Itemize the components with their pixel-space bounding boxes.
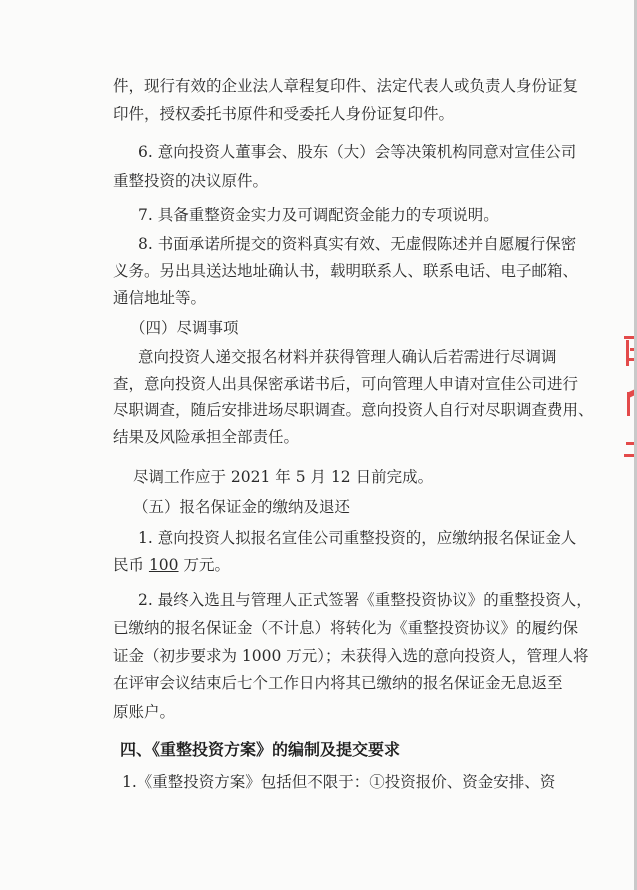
text-line: 结果及风险承担全部责任。 bbox=[113, 428, 300, 446]
text-line: 在评审会议结束后七个工作日内将其已缴纳的报名保证金无息返至 bbox=[113, 674, 563, 692]
section-heading: （四）尽调事项 bbox=[130, 319, 239, 337]
text-line: 已缴纳的报名保证金（不计息）将转化为《重整投资协议》的履约保 bbox=[113, 619, 579, 637]
text-line: 证金（初步要求为 1000 万元）；未获得入选的意向投资人，管理人将 bbox=[113, 647, 589, 665]
text-line: 1. 意向投资人拟报名宣佳公司重整投资的，应缴纳报名保证金人 bbox=[138, 529, 577, 547]
text-line: 意向投资人递交报名材料并获得管理人确认后若需进行尽调调 bbox=[138, 348, 557, 366]
text-line: 件，现行有效的企业法人章程复印件、法定代表人或负责人身份证复 bbox=[113, 77, 579, 95]
underlined-amount: 100 bbox=[148, 556, 179, 574]
text-fragment: 民币 bbox=[113, 556, 149, 574]
text-line: 尽职调查，随后安排进场尽职调查。意向投资人自行对尽职调查费用、 bbox=[113, 401, 594, 419]
text-line: 通信地址等。 bbox=[113, 289, 207, 307]
section-heading: （五）报名保证金的缴纳及退还 bbox=[133, 498, 351, 516]
text-line: 8. 书面承诺所提交的资料真实有效、无虚假陈述并自愿履行保密 bbox=[138, 235, 577, 253]
text-line: 查，意向投资人出具保密承诺书后，可向管理人申请对宣佳公司进行 bbox=[113, 375, 579, 393]
text-line: 1.《重整投资方案》包括但不限于：①投资报价、资金安排、资 bbox=[122, 773, 556, 791]
text-line bbox=[113, 555, 545, 575]
text-line: 2. 最终入选且与管理人正式签署《重整投资协议》的重整投资人， bbox=[138, 591, 592, 609]
text-line: 7. 具备重整资金实力及可调配资金能力的专项说明。 bbox=[138, 206, 499, 224]
text-line: 原账户。 bbox=[113, 703, 176, 721]
text-line: 印件，授权委托书原件和受委托人身份证复印件。 bbox=[113, 105, 455, 123]
chapter-heading: 四、《重整投资方案》的编制及提交要求 bbox=[120, 740, 401, 759]
text-line: 尽调工作应于 2021 年 5 月 12 日前完成。 bbox=[133, 468, 434, 486]
text-line: 重整投资的决议原件。 bbox=[113, 172, 269, 190]
text-fragment: 万元。 bbox=[178, 556, 230, 574]
text-line: 义务。另出具送达地址确认书，载明联系人、联系电话、电子邮箱、 bbox=[113, 262, 579, 280]
text-line: 6. 意向投资人董事会、股东（大）会等决策机构同意对宣佳公司 bbox=[138, 143, 577, 161]
